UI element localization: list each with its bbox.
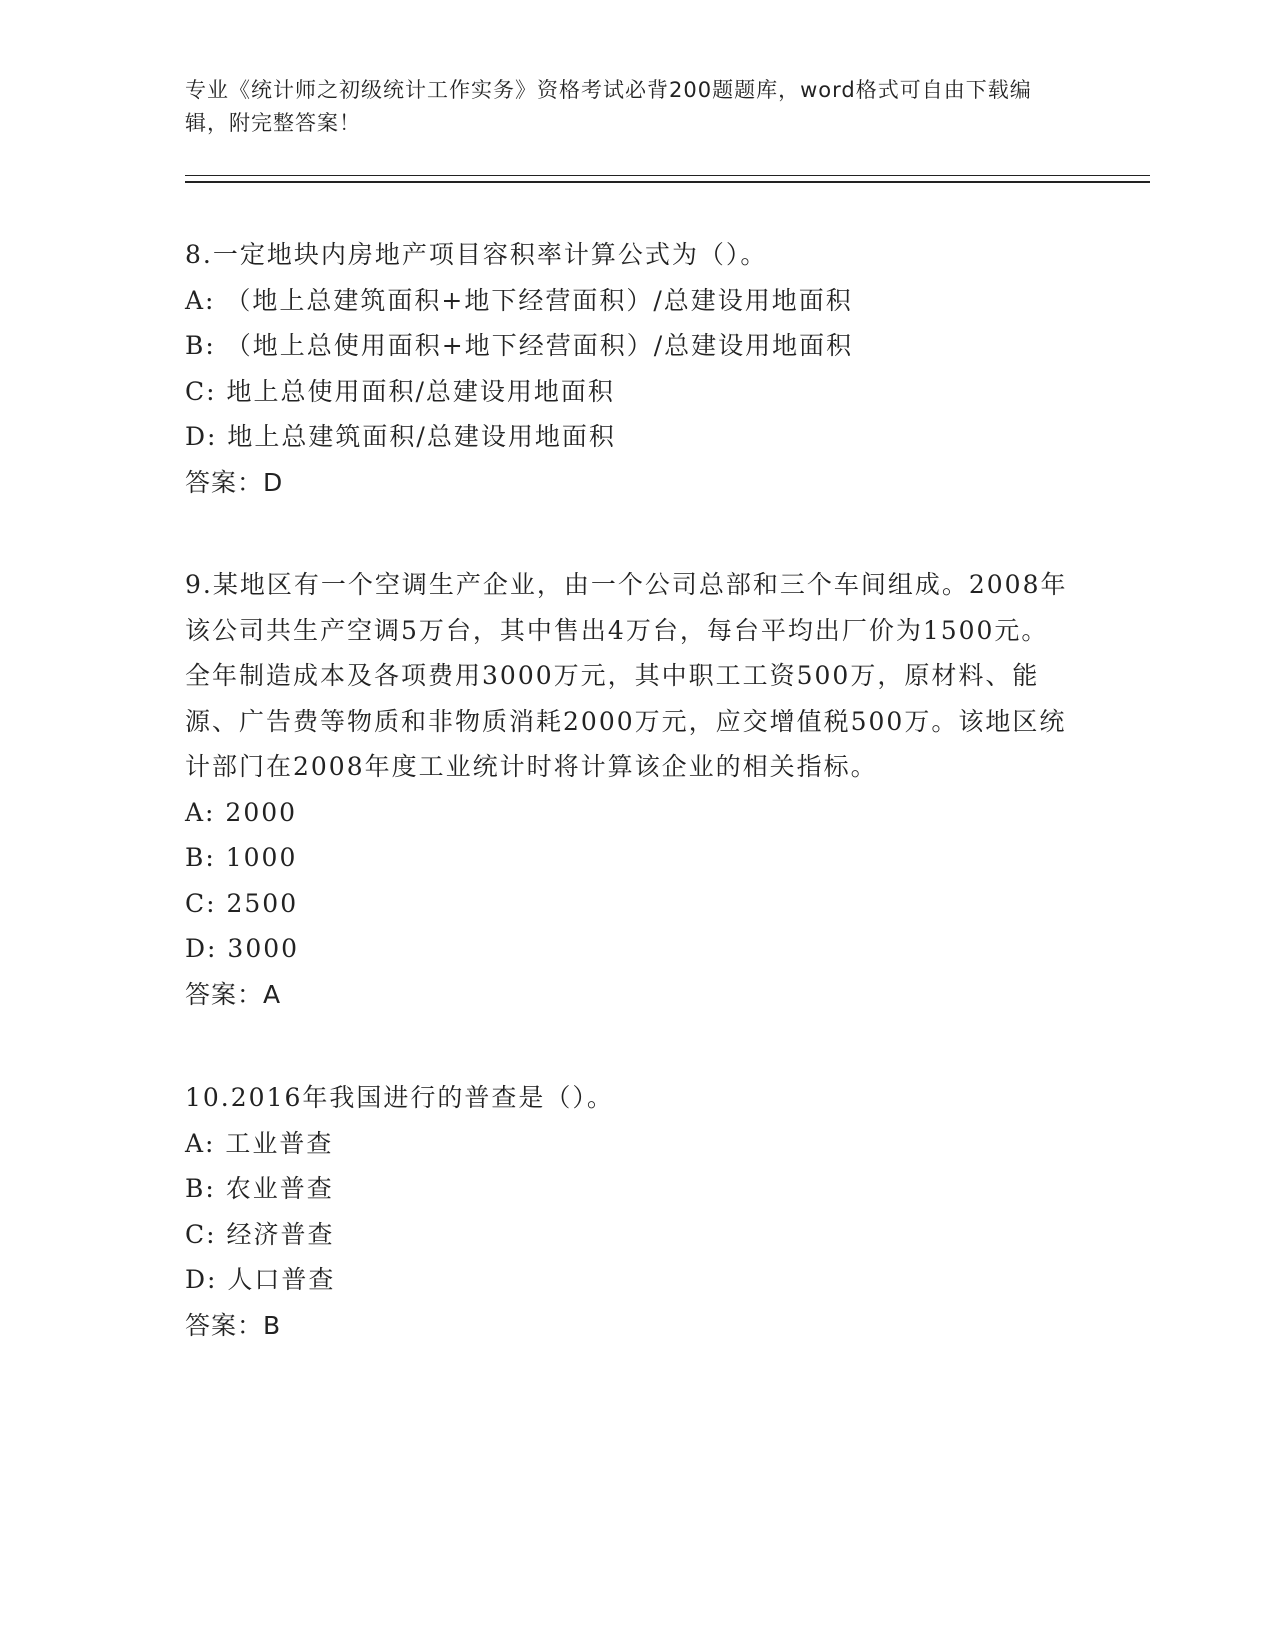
question-stem: 9.某地区有一个空调生产企业，由一个公司总部和三个车间组成。2008年该公司共生产空调5万台，其中售出4万台，每台平均出厂价为1500元。全年制造成本及各项费用3000万元，其中职工工资500万，原材料、能源、广告费等物质和非物质消耗2000万元，应交增值税500万。该地区统计部门在2008年度工业统计时将计算该企业的相关指标。 — [185, 570, 1068, 781]
question-list — [185, 232, 1075, 1348]
header-rule-thick — [185, 181, 1150, 183]
question-stem: 8.一定地块内房地产项目容积率计算公式为（）。 — [185, 240, 768, 269]
option-c: C: 经济普查 — [185, 1219, 335, 1249]
option-b: B: 1000 — [185, 843, 298, 872]
answer-label: 答案：D — [185, 467, 284, 497]
question-10 — [185, 1075, 1075, 1348]
answer-label: 答案：B — [185, 1310, 282, 1340]
spacer — [185, 505, 1075, 562]
spacer — [185, 1017, 1075, 1075]
option-d: D: 人口普查 — [185, 1265, 336, 1294]
option-c: C: 2500 — [185, 888, 299, 918]
option-b: B: 农业普查 — [185, 1174, 334, 1203]
option-a: A: 2000 — [185, 797, 298, 827]
document-header: 专业《统计师之初级统计工作实务》资格考试必背200题题库，word格式可自由下载编辑，附完整答案！ — [185, 78, 1032, 135]
option-b: B: （地上总使用面积+地下经营面积）/总建设用地面积 — [185, 331, 854, 360]
header-rule-thin — [185, 175, 1150, 176]
answer-label: 答案：A — [185, 979, 282, 1009]
question-stem: 10.2016年我国进行的普查是（）。 — [185, 1083, 614, 1112]
option-a: A: 工业普查 — [185, 1128, 334, 1158]
option-d: D: 地上总建筑面积/总建设用地面积 — [185, 422, 616, 451]
option-c: C: 地上总使用面积/总建设用地面积 — [185, 376, 615, 406]
question-9 — [185, 562, 1075, 1017]
question-8 — [185, 232, 1075, 505]
option-d: D: 3000 — [185, 934, 300, 963]
option-a: A: （地上总建筑面积+地下经营面积）/总建设用地面积 — [185, 285, 853, 315]
